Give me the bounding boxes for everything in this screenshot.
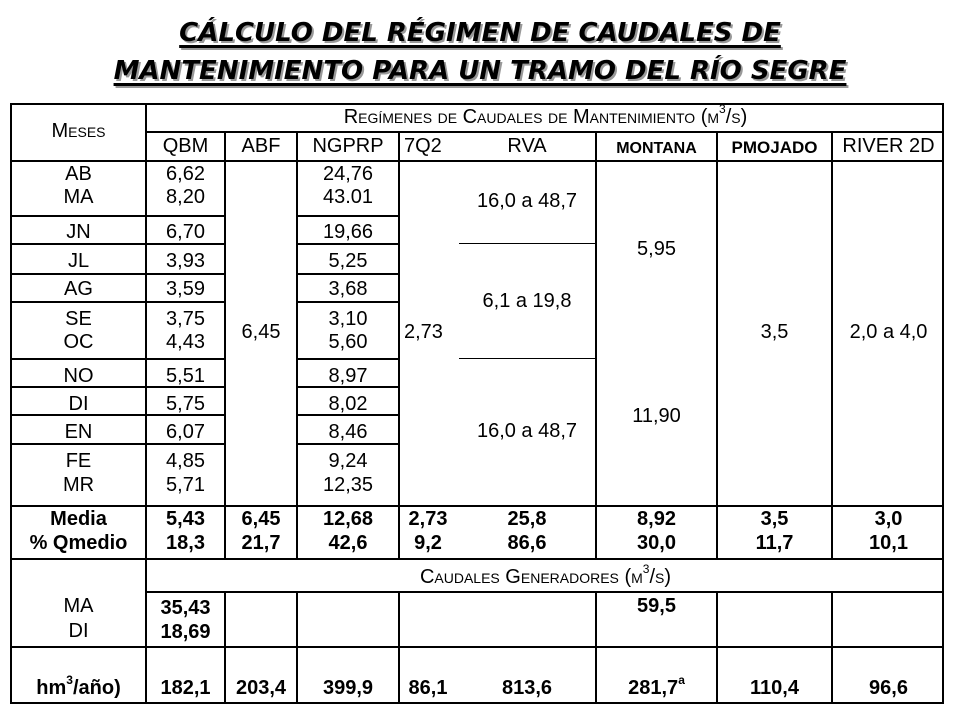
qbm-value: 3,75 (166, 308, 205, 330)
month-label: MA (63, 186, 94, 208)
col-header-river2d: RIVER 2D (842, 135, 935, 157)
rva-split-1 (459, 243, 595, 244)
gen-di-label: DI (68, 620, 89, 642)
generadores-title (147, 562, 944, 589)
month-label: EN (64, 421, 93, 443)
hm3-value-text: 86,1 (408, 677, 448, 699)
hm3-value-text: 182,1 (160, 677, 211, 699)
month-row-rule (10, 273, 145, 275)
title-line-2: MANTENIMIENTO PARA UN TRAMO DEL RÍO SEGRE (113, 56, 847, 86)
ngprp-value: 9,24 (328, 450, 368, 472)
hm3-value-text: 399,9 (322, 677, 374, 699)
ngprp-value: 3,10 (328, 308, 368, 330)
qbm-value: 4,43 (166, 331, 205, 353)
col-header-abf: ABF (241, 135, 281, 157)
ngprp-value: 12,35 (322, 474, 374, 496)
media-value: 6,45 (241, 508, 281, 530)
col-sep-montana-a (716, 131, 718, 558)
col-sep-ngprp-a (398, 131, 400, 558)
ngprp-value: 19,66 (322, 221, 374, 243)
gen-ma-label: MA (63, 595, 94, 617)
generadores-unit-end: /s) (649, 566, 672, 588)
qmedio-value: 10,1 (869, 532, 908, 554)
hm3-value (298, 677, 398, 700)
header-unit-sup: 3 (719, 102, 726, 116)
col-sep-rva-a (595, 131, 597, 558)
month-label: AB (65, 163, 92, 185)
hm3-value (400, 677, 456, 700)
rva-value-2: 6,1 a 19,8 (482, 290, 572, 312)
generadores-unit-sup: 3 (642, 562, 650, 576)
q7q2-value: 2,73 (404, 321, 443, 343)
media-value: 5,43 (166, 508, 205, 530)
hm3-value (718, 677, 831, 700)
ngprp-value: 5,25 (328, 250, 368, 272)
media-value: 12,68 (322, 508, 374, 530)
month-label: MR (62, 474, 95, 496)
col-header-ngprp: NGPRP (312, 135, 384, 157)
month-row-rule (145, 301, 226, 303)
month-label: SE (65, 308, 92, 330)
hm3-value (833, 677, 944, 700)
month-label: OC (63, 331, 94, 353)
col-header-7q2: 7Q2 (404, 135, 442, 157)
hm3-label-post: /año) (72, 677, 121, 699)
media-value: 3,0 (874, 508, 903, 530)
header-regimenes (147, 102, 944, 129)
rva-split-2 (459, 358, 595, 359)
rva-value-1: 16,0 a 48,7 (476, 190, 578, 212)
col-header-pmojado: PMOJADO (731, 138, 818, 157)
generadores-title-text: Caudales Generadores (m (419, 566, 643, 588)
qmedio-label: % Qmedio (29, 532, 128, 554)
ngprp-value: 8,02 (328, 393, 368, 415)
qbm-value: 6,70 (166, 221, 205, 243)
header-meses: Meses (51, 120, 106, 142)
col-sep-pmojado-a (831, 131, 833, 558)
rva-value-3: 16,0 a 48,7 (476, 420, 578, 442)
qbm-value: 8,20 (166, 186, 205, 208)
month-row-rule (145, 273, 226, 275)
ngprp-value: 3,68 (328, 278, 368, 300)
gen-qbm-di: 18,69 (160, 621, 211, 643)
qbm-value: 5,75 (166, 393, 205, 415)
qmedio-value: 21,7 (241, 532, 281, 554)
month-row-rule (296, 273, 400, 275)
ngprp-value: 8,97 (328, 365, 368, 387)
month-row-rule (296, 215, 400, 217)
gen-montana-ma: 59,5 (637, 595, 676, 617)
title-line-1: CÁLCULO DEL RÉGIMEN DE CAUDALES DE (179, 18, 781, 48)
montana-value-2: 11,90 (632, 405, 681, 427)
month-label: FE (65, 450, 92, 472)
hm3-value-text: 203,4 (235, 677, 287, 699)
hm3-value (459, 677, 595, 700)
hm3-label (12, 673, 145, 700)
hm3-value-text: 813,6 (501, 677, 553, 699)
month-label: NO (63, 365, 94, 387)
media-value: 3,5 (760, 508, 789, 530)
qmedio-value: 9,2 (414, 532, 442, 554)
month-row-rule (10, 301, 145, 303)
month-row-rule (145, 215, 226, 217)
header-unit-end: /s) (725, 106, 748, 128)
hm3-value (147, 677, 224, 700)
month-label: JL (67, 250, 90, 272)
hm3-value-text: 281,7 (628, 677, 679, 699)
rule-gen-title (145, 591, 944, 593)
rule-header-bottom (10, 160, 944, 162)
qbm-value: 4,85 (166, 450, 205, 472)
qmedio-value: 18,3 (166, 532, 205, 554)
rule-summary-top (10, 505, 944, 507)
hm3-value (597, 673, 716, 700)
media-value: 2,73 (408, 508, 448, 530)
month-label: AG (64, 278, 93, 300)
qbm-value: 6,07 (166, 421, 205, 443)
qmedio-value: 86,6 (507, 532, 547, 554)
qmedio-value: 11,7 (755, 532, 794, 554)
montana-value-1: 5,95 (637, 238, 676, 260)
qbm-value: 6,62 (166, 163, 205, 185)
month-label: JN (66, 221, 91, 243)
media-value: 8,92 (637, 508, 676, 530)
gen-qbm-ma: 35,43 (160, 597, 211, 619)
river2d-value: 2,0 a 4,0 (849, 321, 928, 343)
ngprp-value: 43.01 (322, 186, 374, 208)
col-header-qbm: QBM (162, 135, 209, 157)
hm3-label-sup: 3 (66, 673, 73, 687)
col-header-rva: RVA (507, 135, 547, 157)
col-header-montana: MONTANA (616, 140, 697, 157)
header-regimenes-text: Regímenes de Caudales de Mantenimiento (m (343, 106, 720, 128)
media-value: 25,8 (507, 508, 547, 530)
rule-header-mid (145, 131, 944, 133)
month-row-rule (145, 358, 226, 360)
ngprp-value: 24,76 (322, 163, 374, 185)
hm3-value-text: 96,6 (869, 677, 908, 699)
qbm-value: 5,51 (166, 365, 205, 387)
month-row-rule (10, 358, 145, 360)
pmojado-value: 3,5 (760, 321, 789, 343)
month-row-rule (296, 301, 400, 303)
col-sep-qbm-a (224, 131, 226, 558)
rule-generadores-top (10, 558, 944, 560)
month-row-rule (10, 215, 145, 217)
qbm-value: 5,71 (166, 474, 205, 496)
ngprp-value: 5,60 (328, 331, 368, 353)
qbm-value: 3,93 (166, 250, 205, 272)
hm3-label-pre: hm (36, 677, 67, 699)
abf-value: 6,45 (241, 321, 281, 343)
hm3-value-text: 110,4 (750, 677, 799, 699)
qmedio-value: 42,6 (328, 532, 368, 554)
qbm-value: 3,59 (166, 278, 205, 300)
qmedio-value: 30,0 (637, 532, 676, 554)
month-label: DI (68, 393, 89, 415)
rule-hm3-top (10, 646, 944, 648)
media-label: Media (50, 508, 107, 530)
hm3-value (226, 677, 296, 700)
ngprp-value: 8,46 (328, 421, 368, 443)
hm3-montana-note: a (678, 673, 685, 687)
month-row-rule (296, 358, 400, 360)
